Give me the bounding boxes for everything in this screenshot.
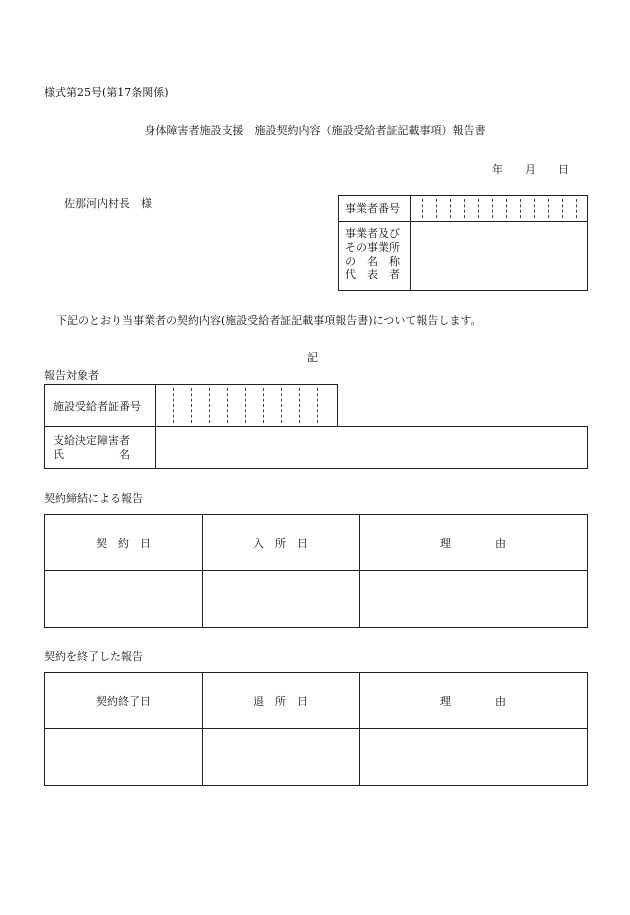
termination-end-date-cell[interactable] [46,730,201,784]
form-number: 様式第25号(第17条関係) [44,86,169,99]
contract-col-reason: 理 由 [440,537,506,550]
contract-heading: 契約締結による報告 [44,492,143,505]
contract-reason-cell[interactable] [360,572,586,626]
termination-col-reason: 理 由 [440,695,506,708]
termination-reason-cell[interactable] [360,730,586,784]
termination-table [44,672,588,786]
cert-number-box [44,384,338,427]
recipient-name-box [44,426,588,469]
contract-col-admission: 入 所 日 [253,537,308,550]
contract-date-cell[interactable] [46,572,201,626]
provider-number-label: 事業者番号 [345,202,400,215]
cert-number-label: 施設受給者証番号 [53,400,141,413]
contract-table [44,514,588,628]
ki-label: 記 [307,351,318,364]
intro-text: 下記のとおり当事業者の契約内容(施設受給者証記載事項報告書)について報告します。 [56,314,482,327]
subject-heading: 報告対象者 [44,369,99,382]
recipient-name-label: 支給決定障害者 氏 名 [53,434,130,461]
contract-admission-cell[interactable] [203,572,358,626]
termination-heading: 契約を終了した報告 [44,650,143,663]
provider-info-label: 事業者及び その事業所 の 名 称 代 表 者 [345,227,400,282]
date-line: 年 月 日 [492,163,569,176]
addressee: 佐那河内村長 様 [64,197,152,210]
termination-col-discharge: 退 所 日 [253,695,308,708]
provider-box [338,195,588,291]
contract-col-date: 契 約 日 [96,537,151,550]
termination-discharge-cell[interactable] [203,730,358,784]
page-title: 身体障害者施設支援 施設契約内容（施設受給者証記載事項）報告書 [144,124,486,137]
termination-col-end-date: 契約終了日 [96,695,151,708]
